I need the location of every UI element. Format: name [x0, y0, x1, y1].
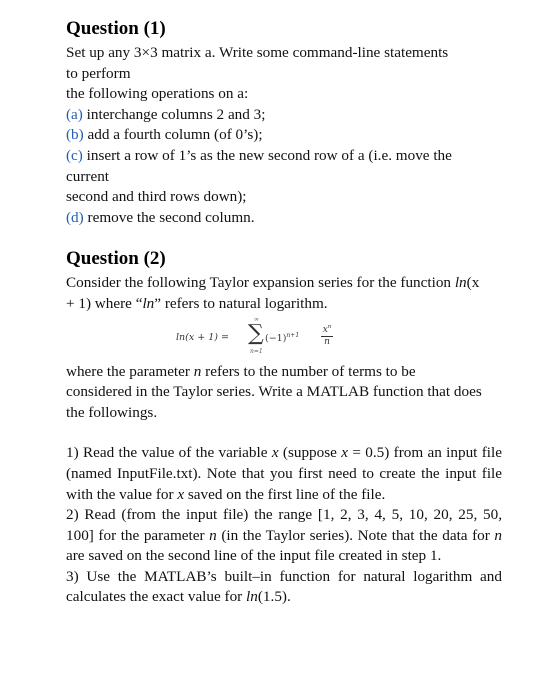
q2-intro-text-2: + 1) where “	[66, 294, 143, 312]
step-3-text-a: 3) Use the MATLAB’s built–in function for natural logarithm and calculates the exact value for	[66, 567, 502, 606]
q2-after-text-a: where the parameter	[66, 362, 194, 380]
sum-upper-limit: ∞	[254, 315, 259, 323]
sum-lower-limit: n=1	[250, 347, 263, 355]
q1-item-c	[66, 146, 506, 167]
term-base: (−1)	[265, 332, 287, 344]
q1-item-c-cont-1: current	[66, 167, 110, 185]
q2-after-n: n	[193, 362, 202, 380]
q2-after-line-1	[66, 362, 506, 383]
q2-intro-text: Consider the following Taylor expansion series for the function	[66, 274, 455, 292]
item-a-label: (a)	[66, 105, 83, 123]
question-2-heading: Question (2)	[66, 248, 166, 270]
step-2-text-b: (in the Taylor series). Note that the data for	[216, 526, 495, 544]
formula-fraction	[321, 322, 333, 348]
question-1-heading: Question (1)	[66, 18, 166, 39]
fraction-denominator: n	[324, 336, 330, 347]
item-b-text: add a fourth column (of 0’s);	[83, 126, 263, 144]
numerator-exponent: n	[327, 323, 332, 330]
q2-intro-text-3: ” refers to natural logarithm.	[154, 294, 328, 312]
q2-after-text-b: refers to the number of terms to be	[201, 362, 416, 380]
item-c-label: (c)	[66, 146, 83, 164]
formula-lhs: ln(x + 1) =	[176, 331, 229, 343]
step-3-ln: ln	[246, 588, 258, 606]
step-2-n-2: n	[494, 526, 502, 544]
q2-intro-line-1	[66, 273, 506, 294]
q1-item-d	[66, 208, 506, 229]
q1-item-c-cont-2: second and third rows down);	[66, 188, 247, 206]
fraction-numerator	[321, 322, 333, 337]
q1-line-3: the following operations on a:	[66, 85, 249, 103]
step-2	[66, 505, 502, 567]
q2-intro-ln-2: ln	[142, 294, 155, 312]
step-3	[66, 567, 502, 608]
step-1-text-c: = 0.5) from an input file (named InputFile.txt). Note that you first need to create the input file with the value for	[66, 444, 502, 503]
item-a-text: interchange columns 2 and 3;	[82, 105, 266, 123]
term-exponent: n+1	[286, 331, 300, 339]
step-1-text-a: 1) Read the value of the variable	[66, 444, 272, 462]
step-1-text-b: (suppose	[278, 444, 342, 462]
item-d-text: remove the second column.	[83, 208, 255, 226]
q2-after-line-2: considered in the Taylor series. Write a MATLAB function that does	[66, 383, 482, 401]
step-1-x-3: x	[177, 485, 185, 503]
item-d-label: (d)	[66, 208, 84, 226]
question-1	[66, 18, 506, 228]
step-1	[66, 443, 502, 505]
step-2-n: n	[209, 526, 217, 544]
question-2	[66, 248, 506, 608]
q2-intro-x: (x	[466, 274, 480, 292]
step-1-x-2: x	[341, 444, 348, 462]
step-3-text-b: (1.5).	[257, 588, 291, 606]
item-b-label: (b)	[66, 126, 84, 144]
taylor-series-formula	[66, 315, 506, 362]
q1-item-b	[66, 125, 506, 146]
item-c-text: insert a row of 1’s as the new second row of a (i.e. move the	[82, 146, 452, 164]
q2-intro-line-2	[66, 294, 506, 315]
q1-line-1: Set up any 3×3 matrix a. Write some command-line statements	[66, 44, 449, 61]
q2-intro-ln: ln	[454, 274, 467, 292]
step-1-text-d: saved on the first line of the file.	[184, 485, 386, 503]
sigma-symbol: ∑	[248, 320, 264, 346]
document-page	[66, 18, 506, 608]
q2-after-line-3: the followings.	[66, 403, 158, 421]
formula-term	[265, 332, 299, 344]
step-2-text-a: 2) Read (from the input file) the range [1, 2, 3, 4, 5, 10, 20, 25, 50, 100] for the parameter	[66, 506, 502, 544]
spacer	[66, 423, 506, 443]
q1-item-a	[66, 105, 506, 126]
numerator-base: x	[322, 324, 328, 335]
step-2-text-c: are saved on the second line of the input file created in step 1.	[66, 547, 442, 565]
step-1-x: x	[271, 444, 279, 462]
q1-line-2: to perform	[66, 64, 131, 82]
